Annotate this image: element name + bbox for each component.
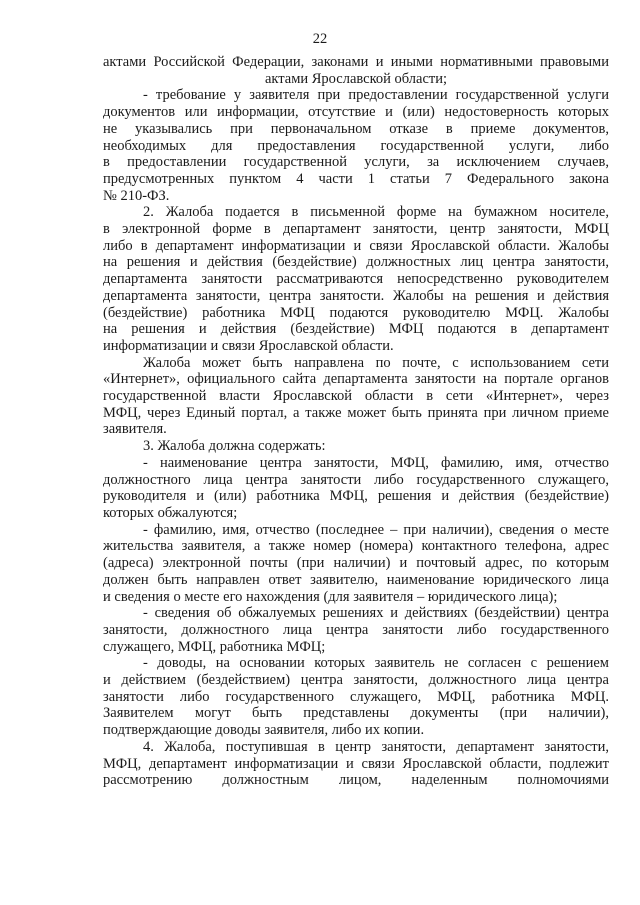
text-line: документов или информации, отсутствие и (или) недостоверность которых: [103, 104, 609, 121]
text-line: должен быть направлен ответ заявителю, наименование юридического лица: [103, 571, 609, 588]
paragraph: [103, 438, 609, 455]
text-line: жительства заявителя, а также номер (номера) контактного телефона, адрес: [103, 538, 609, 555]
text-line: на решения и действия (бездействие) МФЦ подаются в департамент: [103, 321, 609, 338]
text-line: предусмотренных пунктом 4 части 1 статьи 7 Федерального закона: [103, 170, 609, 187]
text-line: - требование у заявителя при предоставлении государственной услуги: [143, 87, 609, 104]
text-line: департамента занятости, центра занятости. Жалобы на решения и действия: [103, 287, 609, 304]
text-line: актами Российской Федерации, законами и иными нормативными правовыми: [103, 54, 609, 70]
text-line: занятости либо государственного служащего, МФЦ, работника МФЦ.: [103, 688, 609, 705]
text-line: которых обжалуются;: [103, 504, 238, 521]
paragraph: [103, 355, 609, 439]
text-line: департамента занятости рассматриваются непосредственно руководителем: [103, 271, 609, 288]
text-line: занятости, должностного лица центра занятости либо государственного: [103, 621, 609, 638]
text-line: рассмотрению должностным лицом, наделенным полномочиями: [103, 772, 609, 789]
text-line: МФЦ, департамент информатизации и связи Ярославской области, подлежит: [103, 755, 609, 772]
text-line: Жалоба может быть направлена по почте, с использованием сети: [143, 354, 609, 371]
text-line: № 210-ФЗ.: [103, 187, 170, 204]
text-line: должностного лица центра занятости либо государственного служащего,: [103, 471, 609, 488]
paragraph: [103, 54, 609, 87]
text-line: не указывались при первоначальном отказе в приеме документов,: [103, 120, 609, 137]
text-line: актами Ярославской области;: [264, 70, 448, 87]
text-line: - сведения об обжалуемых решениях и действиях (бездействии) центра: [143, 605, 609, 622]
text-line: и сведения о месте его нахождения (для заявителя – юридического лица);: [103, 588, 558, 605]
page-number: 22: [312, 31, 328, 47]
paragraph: [103, 204, 609, 354]
text-line: на решения и действия (бездействие) должностных лиц центра занятости,: [103, 254, 609, 271]
text-line: - доводы, на основании которых заявитель не согласен с решением: [143, 655, 609, 672]
text-line: информатизации и связи Ярославской области.: [103, 337, 394, 354]
text-line: 3. Жалоба должна содержать:: [143, 438, 326, 455]
text-line: (бездействие) работника МФЦ подаются руководителю МФЦ. Жалобы: [103, 304, 609, 321]
document-body: [103, 54, 609, 789]
text-line: необходимых для предоставления государственной услуги, либо: [103, 137, 609, 154]
paragraph: [103, 739, 609, 789]
text-line: «Интернет», официального сайта департамента занятости на портале органов: [103, 371, 609, 388]
text-line: руководителя и (или) работника МФЦ, решения и действия (бездействие): [103, 488, 609, 505]
text-line: либо в департамент информатизации и связи Ярославской области. Жалобы: [103, 237, 609, 254]
text-line: служащего, МФЦ, работника МФЦ;: [103, 638, 326, 655]
text-line: Заявителем могут быть представлены документы (при наличии),: [103, 705, 609, 722]
paragraph: [103, 87, 609, 204]
paragraph: [103, 455, 609, 522]
text-line: подтверждающие доводы заявителя, либо их копии.: [103, 722, 425, 739]
text-line: заявителя.: [103, 421, 167, 438]
text-line: - фамилию, имя, отчество (последнее – при наличии), сведения о месте: [143, 521, 609, 538]
text-line: в предоставлении государственной услуги, за исключением случаев,: [103, 154, 609, 171]
text-line: 4. Жалоба, поступившая в центр занятости, департамент занятости,: [143, 738, 609, 755]
paragraph: [103, 522, 609, 606]
text-line: 2. Жалоба подается в письменной форме на бумажном носителе,: [143, 204, 609, 221]
text-line: (адреса) электронной почты (при наличии) и почтовый адрес, по которым: [103, 555, 609, 572]
text-line: и действием (бездействием) центра занятости, должностного лица центра: [103, 672, 609, 689]
text-line: - наименование центра занятости, МФЦ, фамилию, имя, отчество: [143, 454, 609, 471]
paragraph: [103, 605, 609, 655]
paragraph: [103, 655, 609, 739]
text-line: МФЦ, через Единый портал, а также может быть принята при личном приеме: [103, 404, 609, 421]
text-line: государственной власти Ярославской области в сети «Интернет», через: [103, 388, 609, 405]
text-line: в электронной форме в департамент занятости, центр занятости, МФЦ: [103, 221, 609, 238]
